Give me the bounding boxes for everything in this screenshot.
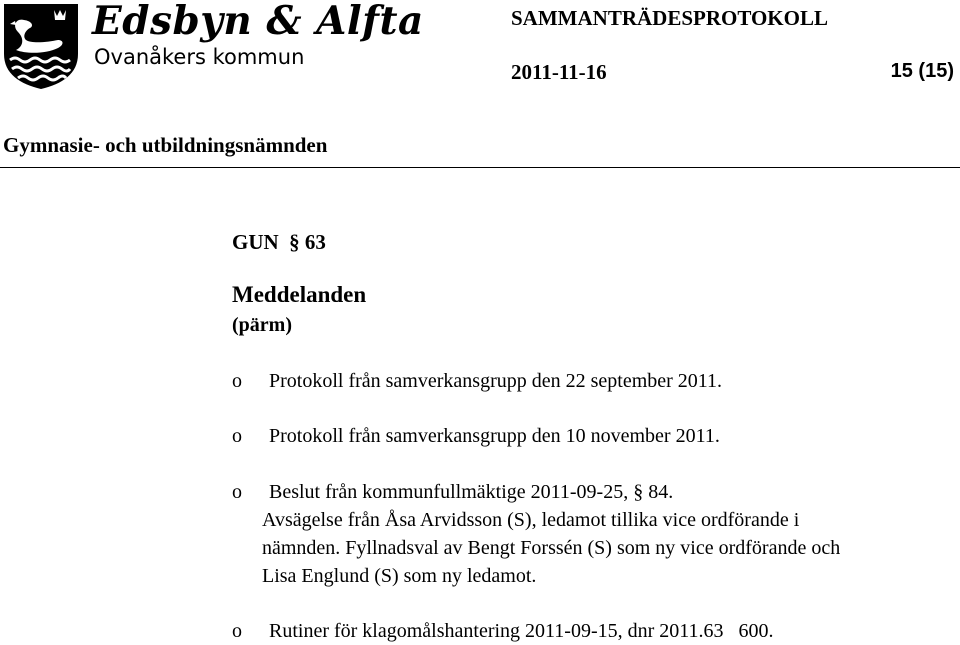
list-item-text: Protokoll från samverkansgrupp den 10 november 2011. [269, 425, 720, 447]
header-divider [0, 167, 960, 168]
list-item-text: Rutiner för klagomålshantering 2011-09-15, dnr 2011.63 600. [269, 620, 774, 642]
bullet-icon: o [232, 370, 242, 392]
list-item-continuation: Lisa Englund (S) som ny ledamot. [262, 565, 537, 587]
paragraph-number: GUN § 63 [232, 230, 326, 254]
coat-of-arms-logo-icon [2, 2, 80, 90]
page-number: 15 (15) [890, 60, 954, 82]
section-subtitle: (pärm) [232, 314, 292, 336]
bullet-icon: o [232, 481, 242, 503]
list-item-continuation: Avsägelse från Åsa Arvidsson (S), ledamot tillika vice ordförande i [262, 509, 800, 531]
section-title: Meddelanden [232, 282, 367, 307]
list-item-text: Protokoll från samverkansgrupp den 22 september 2011. [269, 370, 723, 392]
municipality-subtitle: Ovanåkers kommun [94, 45, 305, 69]
committee-name: Gymnasie- och utbildningsnämnden [3, 133, 328, 157]
list-item-continuation: nämnden. Fyllnadsval av Bengt Forssén (S) som ny vice ordförande och [262, 537, 841, 559]
list-item-text: Beslut från kommunfullmäktige 2011-09-25, § 84. [269, 481, 674, 503]
document-type: SAMMANTRÄDESPROTOKOLL [511, 6, 828, 30]
meeting-date: 2011-11-16 [511, 60, 607, 84]
bullet-icon: o [232, 425, 242, 447]
municipality-name: Edsbyn & Alfta [92, 0, 424, 44]
bullet-icon: o [232, 620, 242, 642]
